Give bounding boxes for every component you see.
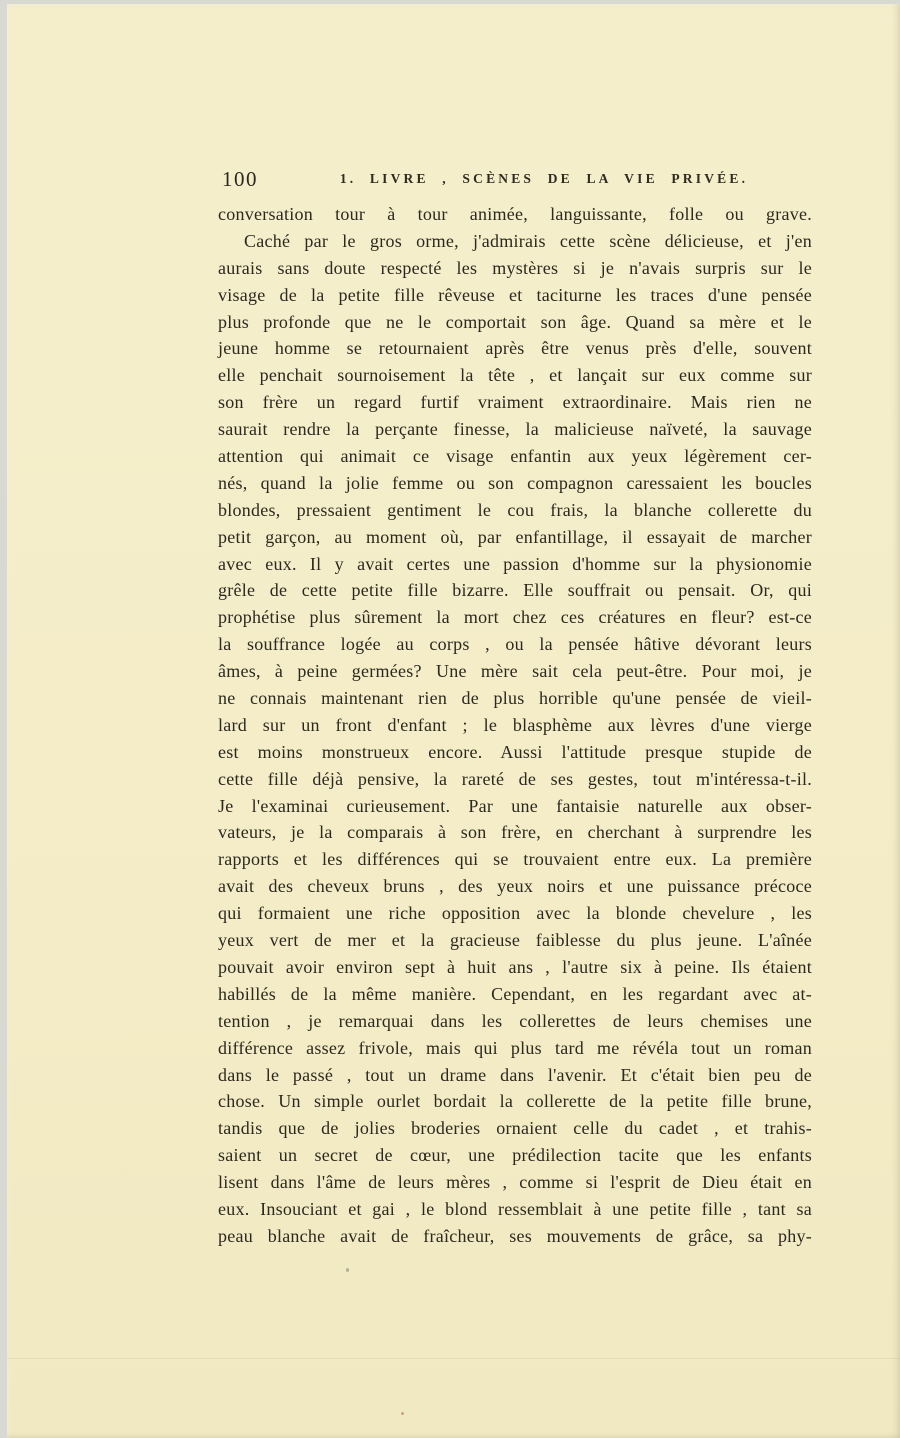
text-line: avec eux. Il y avait certes une passion d'homme sur la physionomie (218, 553, 812, 574)
text-line: avait des cheveux bruns , des yeux noirs et une puissance précoce (218, 876, 812, 897)
text-line: est moins monstrueux encore. Aussi l'attitude presque stupide de (218, 741, 812, 762)
text-line: différence assez frivole, mais qui plus tard me révéla tout un roman (218, 1037, 812, 1058)
text-line: son frère un regard furtif vraiment extraordinaire. Mais rien ne (218, 392, 812, 413)
text-line: rapports et les différences qui se trouvaient entre eux. La première (218, 849, 812, 870)
book-page-scan (7, 4, 900, 1438)
text-line: peau blanche avait de fraîcheur, ses mouvements de grâce, sa phy- (218, 1225, 812, 1246)
paper-speck (401, 1412, 404, 1415)
text-line: prophétise plus sûrement la mort chez ces créatures en fleur? est-ce (218, 607, 812, 628)
text-line: conversation tour à tour animée, languissante, folle ou grave. (218, 204, 812, 224)
text-line: qui formaient une riche opposition avec la blonde chevelure , les (218, 903, 812, 924)
text-line: tandis que de jolies broderies ornaient celle du cadet , et trahis- (218, 1118, 812, 1139)
running-title: 1. LIVRE , SCÈNES DE LA VIE PRIVÉE. (339, 171, 749, 186)
text-line: attention qui animait ce visage enfantin aux yeux légèrement cer- (218, 446, 812, 467)
page-header (218, 167, 810, 193)
text-line: eux. Insouciant et gai , le blond ressemblait à une petite fille , tant sa (218, 1198, 812, 1219)
text-line: blondes, pressaient gentiment le cou frais, la blanche collerette du (218, 499, 812, 520)
text-line: lard sur un front d'enfant ; le blasphème aux lèvres d'une vierge (218, 714, 812, 735)
text-line: visage de la petite fille rêveuse et taciturne les traces d'une pensée (218, 284, 812, 305)
text-line: aurais sans doute respecté les mystères si je n'avais surpris sur le (218, 257, 812, 278)
text-line: saient un secret de cœur, une prédilection tacite que les enfants (218, 1145, 812, 1166)
text-line: pouvait avoir environ sept à huit ans , l'autre six à peine. Ils étaient (218, 956, 812, 977)
page-number: 100 (222, 167, 258, 191)
text-line: âmes, à peine germées? Une mère sait cela peut-être. Pour moi, je (218, 661, 812, 682)
text-line: petit garçon, au moment où, par enfantillage, il essayait de marcher (218, 526, 812, 547)
text-line: habillés de la même manière. Cependant, en les regardant avec at- (218, 983, 812, 1004)
text-line: elle penchait sournoisement la tête , et lançait sur eux comme sur (218, 365, 812, 386)
text-line: saurait rendre la perçante finesse, la malicieuse naïveté, la sauvage (218, 419, 812, 440)
text-line: Je l'examinai curieusement. Par une fantaisie naturelle aux obser- (218, 795, 812, 816)
text-line: la souffrance logée au corps , ou la pensée hâtive dévorant leurs (218, 634, 812, 655)
paper-speck (346, 1268, 349, 1272)
text-line: plus profonde que ne le comportait son âge. Quand sa mère et le (218, 311, 812, 332)
text-line: nés, quand la jolie femme ou son compagnon caressaient les boucles (218, 472, 812, 493)
text-line: grêle de cette petite fille bizarre. Elle souffrait ou pensait. Or, qui (218, 580, 812, 601)
text-line: yeux vert de mer et la gracieuse faiblesse du plus jeune. L'aînée (218, 930, 812, 951)
text-line: Caché par le gros orme, j'admirais cette scène délicieuse, et j'en (244, 230, 812, 251)
text-line: ne connais maintenant rien de plus horrible qu'une pensée de vieil- (218, 688, 812, 709)
text-line: jeune homme se retournaient après être venus près d'elle, souvent (218, 338, 812, 359)
text-line: tention , je remarquai dans les collerettes de leurs chemises une (218, 1010, 812, 1031)
text-line: chose. Un simple ourlet bordait la collerette de la petite fille brune, (218, 1091, 812, 1112)
text-block (218, 201, 812, 1250)
text-line: cette fille déjà pensive, la rareté de ses gestes, tout m'intéressa-t-il. (218, 768, 812, 789)
scan-artifact-line (7, 1358, 900, 1359)
text-line: dans le passé , tout un drame dans l'avenir. Et c'était bien peu de (218, 1064, 812, 1085)
text-line: lisent dans l'âme de leurs mères , comme si l'esprit de Dieu était en (218, 1172, 812, 1193)
text-line: vateurs, je la comparais à son frère, en cherchant à surprendre les (218, 822, 812, 843)
